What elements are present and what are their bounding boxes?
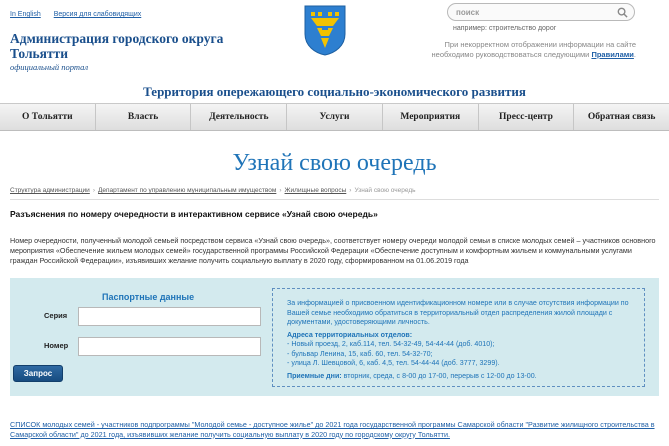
info-text: За информацией о присвоенном идентификационном номере или в случае отсутствия информации по Вашей семье необходимо обратиться в территориальный отдел распределения жилой площади с документами, удостоверяющими личность. xyxy=(287,299,629,326)
search-box xyxy=(447,3,635,21)
search-input[interactable] xyxy=(456,6,606,19)
hours-value: вторник, среда, с 8-00 до 17-00, перерыв с 12-00 до 13-00. xyxy=(343,371,537,380)
breadcrumb-separator-icon: › xyxy=(349,187,352,194)
top-links xyxy=(10,11,152,18)
queue-form-panel xyxy=(10,278,659,396)
nav-item-services[interactable]: Услуги xyxy=(287,104,383,130)
search-icon[interactable] xyxy=(617,7,628,18)
nav-item-feedback[interactable]: Обратная связь xyxy=(587,112,656,122)
city-emblem-icon[interactable] xyxy=(303,4,347,56)
breadcrumb-separator-icon: › xyxy=(92,187,95,194)
reception-hours xyxy=(287,372,630,382)
nav-item-events[interactable]: Мероприятия xyxy=(383,104,479,130)
breadcrumb-current: Узнай свою очередь xyxy=(354,187,416,194)
info-box xyxy=(272,288,645,387)
young-families-list-link[interactable]: СПИСОК молодых семей - участников подпрограммы "Молодой семье - доступное жилье" до 2021 года государственной программы Самарской области "Развитие жилищного строительства в Самарской области" до 2021 года, изъявивших желание получить социальную выплату в 2020 году по городскому округу Тольятти. xyxy=(10,420,655,439)
nav-item-government[interactable]: Власть xyxy=(96,104,192,130)
number-label: Номер xyxy=(44,341,69,350)
breadcrumb xyxy=(10,187,416,194)
hours-label: Приемные дни: xyxy=(287,371,342,380)
search-hint: например: строительство дорог xyxy=(453,25,557,32)
main-nav xyxy=(0,103,669,131)
series-label: Серия xyxy=(44,311,68,320)
page-title: Узнай свою очередь xyxy=(232,150,437,176)
intro-paragraph: Номер очередности, полученный молодой семьей посредством сервиса «Узнай свою очередь», соответствует номеру очереди молодой семьи в списке молодых семей – участников основного мероприятия «Обеспечение жильем молодых семей» государственной программы Российской Федерации «Обеспечение доступным и комфортным жильем и коммунальными услугами граждан Российской Федерации», изъявивших желание получить социальную выплату в 2020 году, сформированном на 01.06.2019 года xyxy=(10,236,656,265)
display-notice xyxy=(424,40,636,60)
notice-text: При некорректном отображении информации на сайте необходимо руководствоваться следующими xyxy=(431,40,636,59)
breadcrumb-item[interactable]: Жилищные вопросы xyxy=(284,187,347,194)
accessible-version-link[interactable]: Версия для слабовидящих xyxy=(53,11,142,18)
nav-item-about[interactable]: О Тольятти xyxy=(0,104,96,130)
breadcrumb-item[interactable]: Структура администрации xyxy=(10,187,90,194)
breadcrumb-separator-icon: › xyxy=(279,187,282,194)
address-item: - бульвар Ленина, 15, каб. 60, тел. 54-32-70; xyxy=(287,349,433,358)
rules-link[interactable]: Правилами xyxy=(591,50,634,59)
address-item: - улица Л. Шевцовой, 6, каб. 4,5, тел. 54-44-44 (доб. 3777, 3299). xyxy=(287,359,500,367)
english-link[interactable]: In English xyxy=(10,11,41,18)
address-item: - Новый проезд, 2, каб.114, тел. 54-32-49, 54-44-44 (доб. 4010); xyxy=(287,340,495,348)
request-button[interactable]: Запрос xyxy=(13,365,63,382)
breadcrumb-item[interactable]: Департамент по управлению муниципальным имуществом xyxy=(97,187,277,194)
tor-banner[interactable]: Территория опережающего социально-экономического развития xyxy=(143,84,526,99)
passport-number-input[interactable] xyxy=(78,337,261,356)
nav-item-activity[interactable]: Деятельность xyxy=(191,104,287,130)
nav-item-press[interactable]: Пресс-центр xyxy=(479,104,575,130)
org-title[interactable]: Администрация городского округа Тольятти xyxy=(10,31,224,61)
divider xyxy=(10,199,659,200)
addresses-title: Адреса территориальных отделов: xyxy=(287,330,413,339)
passport-series-input[interactable] xyxy=(78,307,261,326)
notice-end: . xyxy=(633,50,636,59)
section-heading: Разъяснения по номеру очередности в интерактивном сервисе «Узнай свою очередь» xyxy=(10,209,378,219)
form-title: Паспортные данные xyxy=(102,292,195,302)
org-subtitle: официальный портал xyxy=(10,62,89,72)
